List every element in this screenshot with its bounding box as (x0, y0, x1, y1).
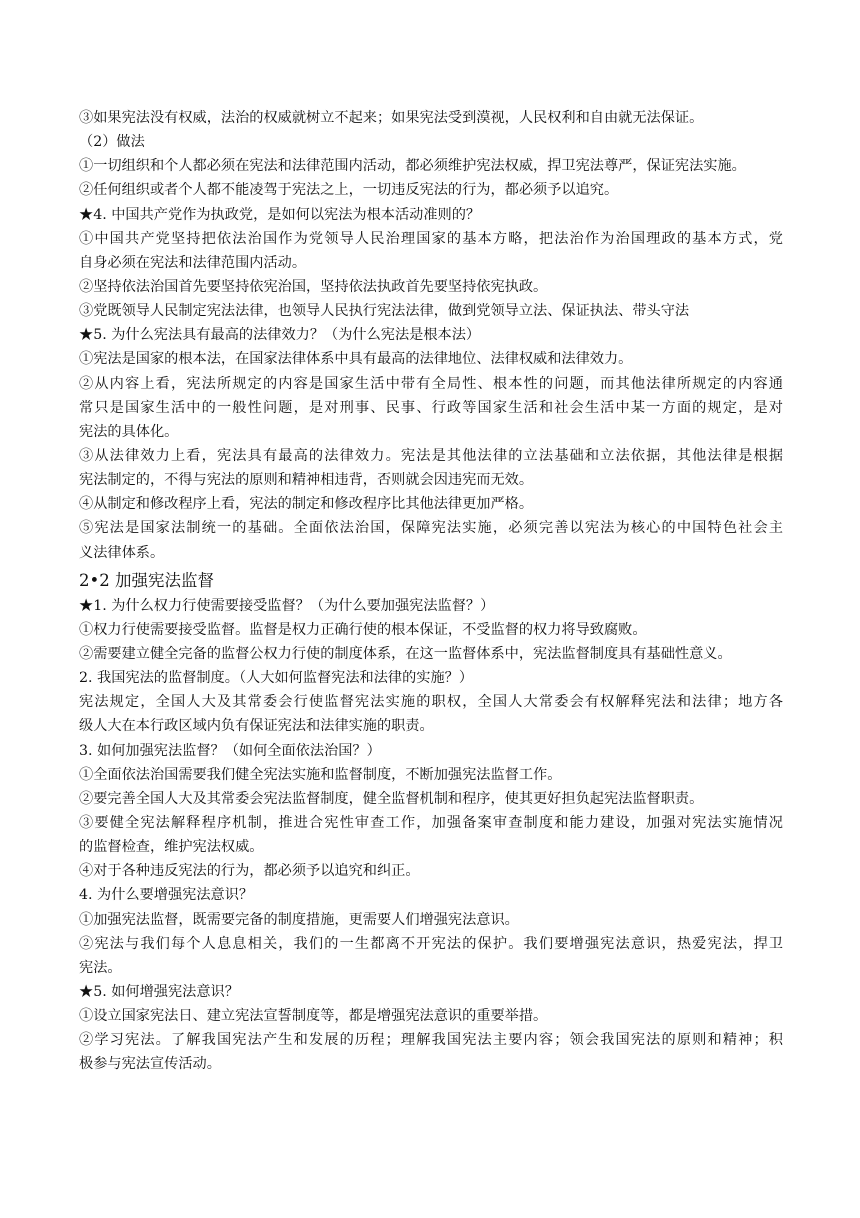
text-line: 的监督检查，维护宪法权威。 (79, 839, 264, 856)
text-line: 极参与宪法宣传活动。 (79, 1056, 221, 1073)
text-line: ③党既领导人民制定宪法法律，也领导人民执行宪法法律，做到党领导立法、保证执法、带头守法 (79, 303, 690, 320)
text-line: ③要健全宪法解释程序机制，推进合宪性审查工作，加强备案审查制度和能力建设，加强对宪法实施情况 (79, 814, 783, 831)
text-line: ①宪法是国家的根本法，在国家法律体系中具有最高的法律地位、法律权威和法律效力。 (79, 351, 633, 368)
text-line: ①全面依法治国需要我们健全宪法实施和监督制度，不断加强宪法监督工作。 (79, 766, 562, 783)
document-page (79, 106, 783, 1076)
text-line: ④对于各种违反宪法的行为，都必须予以追究和纠正。 (79, 863, 420, 880)
text-line: ★4. 中国共产党作为执政党，是如何以宪法为根本活动准则的？ (79, 206, 481, 223)
text-line: ③如果宪法没有权威，法治的权威就树立不起来；如果宪法受到漠视，人民权利和自由就无法保证。 (79, 110, 704, 126)
text-line: 4. 为什么要增强宪法意识？ (79, 887, 254, 904)
text-line: ②需要建立健全完备的监督公权力行使的制度体系，在这一监督体系中，宪法监督制度具有基础性意义。 (79, 645, 732, 662)
text-line: 2. 我国宪法的监督制度。（人大如何监督宪法和法律的实施？） (79, 670, 474, 687)
text-line: ①权力行使需要接受监督。监督是权力正确行使的根本保证，不受监督的权力将导致腐败。 (79, 621, 647, 638)
text-line: 义法律体系。 (79, 544, 165, 561)
text-line: 宪法的具体化。 (79, 423, 179, 440)
text-line: 常只是国家生活中的一般性问题，是对刑事、民事、行政等国家生活和社会生活中某一方面的规定，是对 (79, 399, 783, 416)
text-line: （2）做法 (79, 134, 145, 151)
text-line: 级人大在本行政区域内负有保证宪法和法律实施的职责。 (79, 718, 434, 735)
text-line: 宪法制定的，不得与宪法的原则和精神相违背，否则就会因违宪而无效。 (79, 472, 534, 489)
section-heading: 2•2 加强宪法监督 (79, 570, 214, 590)
text-line: ②学习宪法。了解我国宪法产生和发展的历程；理解我国宪法主要内容；领会我国宪法的原则和精神；积 (79, 1032, 783, 1049)
text-line: ②任何组织或者个人都不能凌驾于宪法之上，一切违反宪法的行为，都必须予以追究。 (79, 182, 619, 199)
text-line: 3. 如何加强宪法监督？（如何全面依法治国？） (79, 742, 381, 759)
text-line: 宪法规定，全国人大及其常委会行使监督宪法实施的职权，全国人大常委会有权解释宪法和法律；地方各 (79, 694, 783, 711)
text-line: ②宪法与我们每个人息息相关，我们的一生都离不开宪法的保护。我们要增强宪法意识，热爱宪法，捍卫 (79, 935, 783, 952)
text-line: ★1. 为什么权力行使需要接受监督？（为什么要加强宪法监督？） (79, 597, 495, 614)
text-line: ③从法律效力上看，宪法具有最高的法律效力。宪法是其他法律的立法基础和立法依据，其他法律是根据 (79, 447, 783, 464)
text-line: ④从制定和修改程序上看，宪法的制定和修改程序比其他法律更加严格。 (79, 496, 534, 513)
text-line: ②要完善全国人大及其常委会宪法监督制度，健全监督机制和程序，使其更好担负起宪法监督职责。 (79, 790, 704, 807)
text-line: ①设立国家宪法日、建立宪法宣誓制度等，都是增强宪法意识的重要举措。 (79, 1008, 548, 1025)
text-line: ★5. 为什么宪法具有最高的法律效力？（为什么宪法是根本法） (79, 327, 481, 344)
text-line: ①中国共产党坚持把依法治国作为党领导人民治理国家的基本方略，把法治作为治国理政的基本方式，党 (79, 230, 783, 247)
text-line: ①加强宪法监督，既需要完备的制度措施，更需要人们增强宪法意识。 (79, 911, 519, 928)
text-line: 自身必须在宪法和法律范围内活动。 (79, 254, 307, 271)
text-line: ⑤宪法是国家法制统一的基础。全面依法治国，保障宪法实施，必须完善以宪法为核心的中国特色社会主 (79, 520, 783, 537)
text-line: ①一切组织和个人都必须在宪法和法律范围内活动，都必须维护宪法权威，捍卫宪法尊严，保证宪法实施。 (79, 158, 746, 175)
text-line: ★5. 如何增强宪法意识？ (79, 983, 239, 1000)
text-line: ②从内容上看，宪法所规定的内容是国家生活中带有全局性、根本性的问题，而其他法律所规定的内容通 (79, 375, 783, 392)
text-line: 宪法。 (79, 959, 122, 976)
text-line: ②坚持依法治国首先要坚持依宪治国，坚持依法执政首先要坚持依宪执政。 (79, 278, 548, 295)
